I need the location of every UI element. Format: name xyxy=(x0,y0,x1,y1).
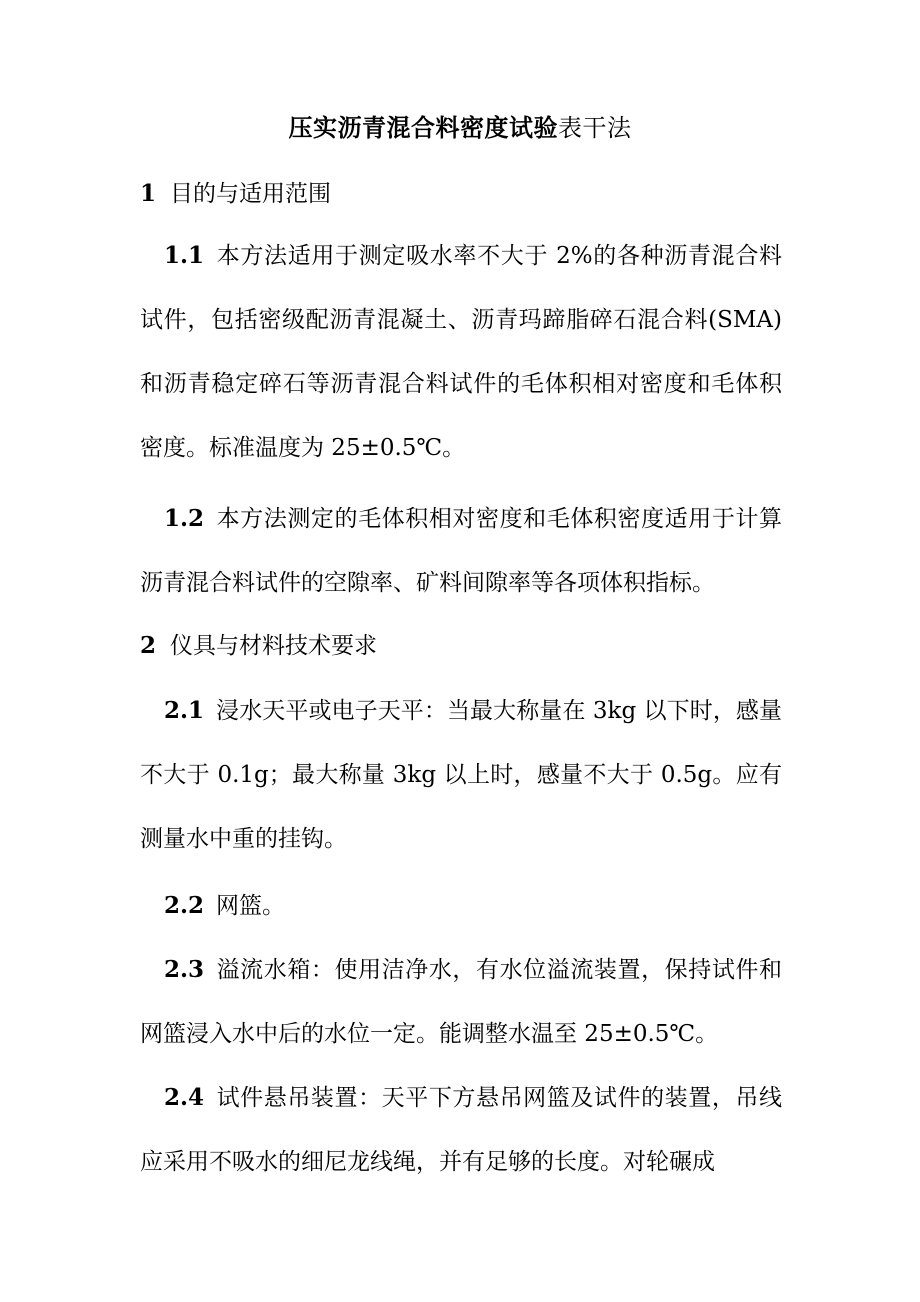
section-heading-2 xyxy=(140,630,377,662)
paragraph-2-1 xyxy=(140,679,782,871)
clause-number: 1.2 xyxy=(164,505,205,532)
section-title: 仪具与材料技术要求 xyxy=(170,633,378,659)
clause-text: 试件悬吊装置：天平下方悬吊网篮及试件的装置，吊线应采用不吸水的细尼龙线绳，并有足够的长度。对轮碾成 xyxy=(140,1085,782,1175)
clause-text: 本方法适用于测定吸水率不大于 2%的各种沥青混合料试件，包括密级配沥青混凝土、沥青玛蹄脂碎石混合料(SMA)和沥青稳定碎石等沥青混合料试件的毛体积相对密度和毛体积密度。标准温度为 25±0.5℃。 xyxy=(140,243,782,461)
clause-number: 2.2 xyxy=(164,892,205,919)
title-plain-part: 表干法 xyxy=(558,114,632,142)
section-number: 1 xyxy=(140,180,157,207)
clause-number: 1.1 xyxy=(164,242,205,269)
document-title xyxy=(0,112,920,144)
clause-text: 浸水天平或电子天平：当最大称量在 3kg 以下时，感量不大于 0.1g；最大称量 3kg 以上时，感量不大于 0.5g。应有测量水中重的挂钩。 xyxy=(140,698,782,852)
clause-number: 2.1 xyxy=(164,697,205,724)
paragraph-2-3 xyxy=(140,938,782,1066)
title-bold-part: 压实沥青混合料密度试验 xyxy=(288,113,558,142)
section-heading-1 xyxy=(140,178,331,210)
paragraph-1-2 xyxy=(140,487,782,615)
clause-text: 网篮。 xyxy=(216,893,286,919)
section-title: 目的与适用范围 xyxy=(170,181,332,207)
paragraph-2-4 xyxy=(140,1066,782,1194)
clause-number: 2.4 xyxy=(164,1084,205,1111)
section-number: 2 xyxy=(140,632,157,659)
clause-number: 2.3 xyxy=(164,956,205,983)
clause-text: 溢流水箱：使用洁净水，有水位溢流装置，保持试件和网篮浸入水中后的水位一定。能调整水温至 25±0.5℃。 xyxy=(140,957,782,1047)
paragraph-1-1 xyxy=(140,224,782,480)
paragraph-2-2 xyxy=(140,874,782,938)
clause-text: 本方法测定的毛体积相对密度和毛体积密度适用于计算沥青混合料试件的空隙率、矿料间隙率等各项体积指标。 xyxy=(140,506,782,596)
